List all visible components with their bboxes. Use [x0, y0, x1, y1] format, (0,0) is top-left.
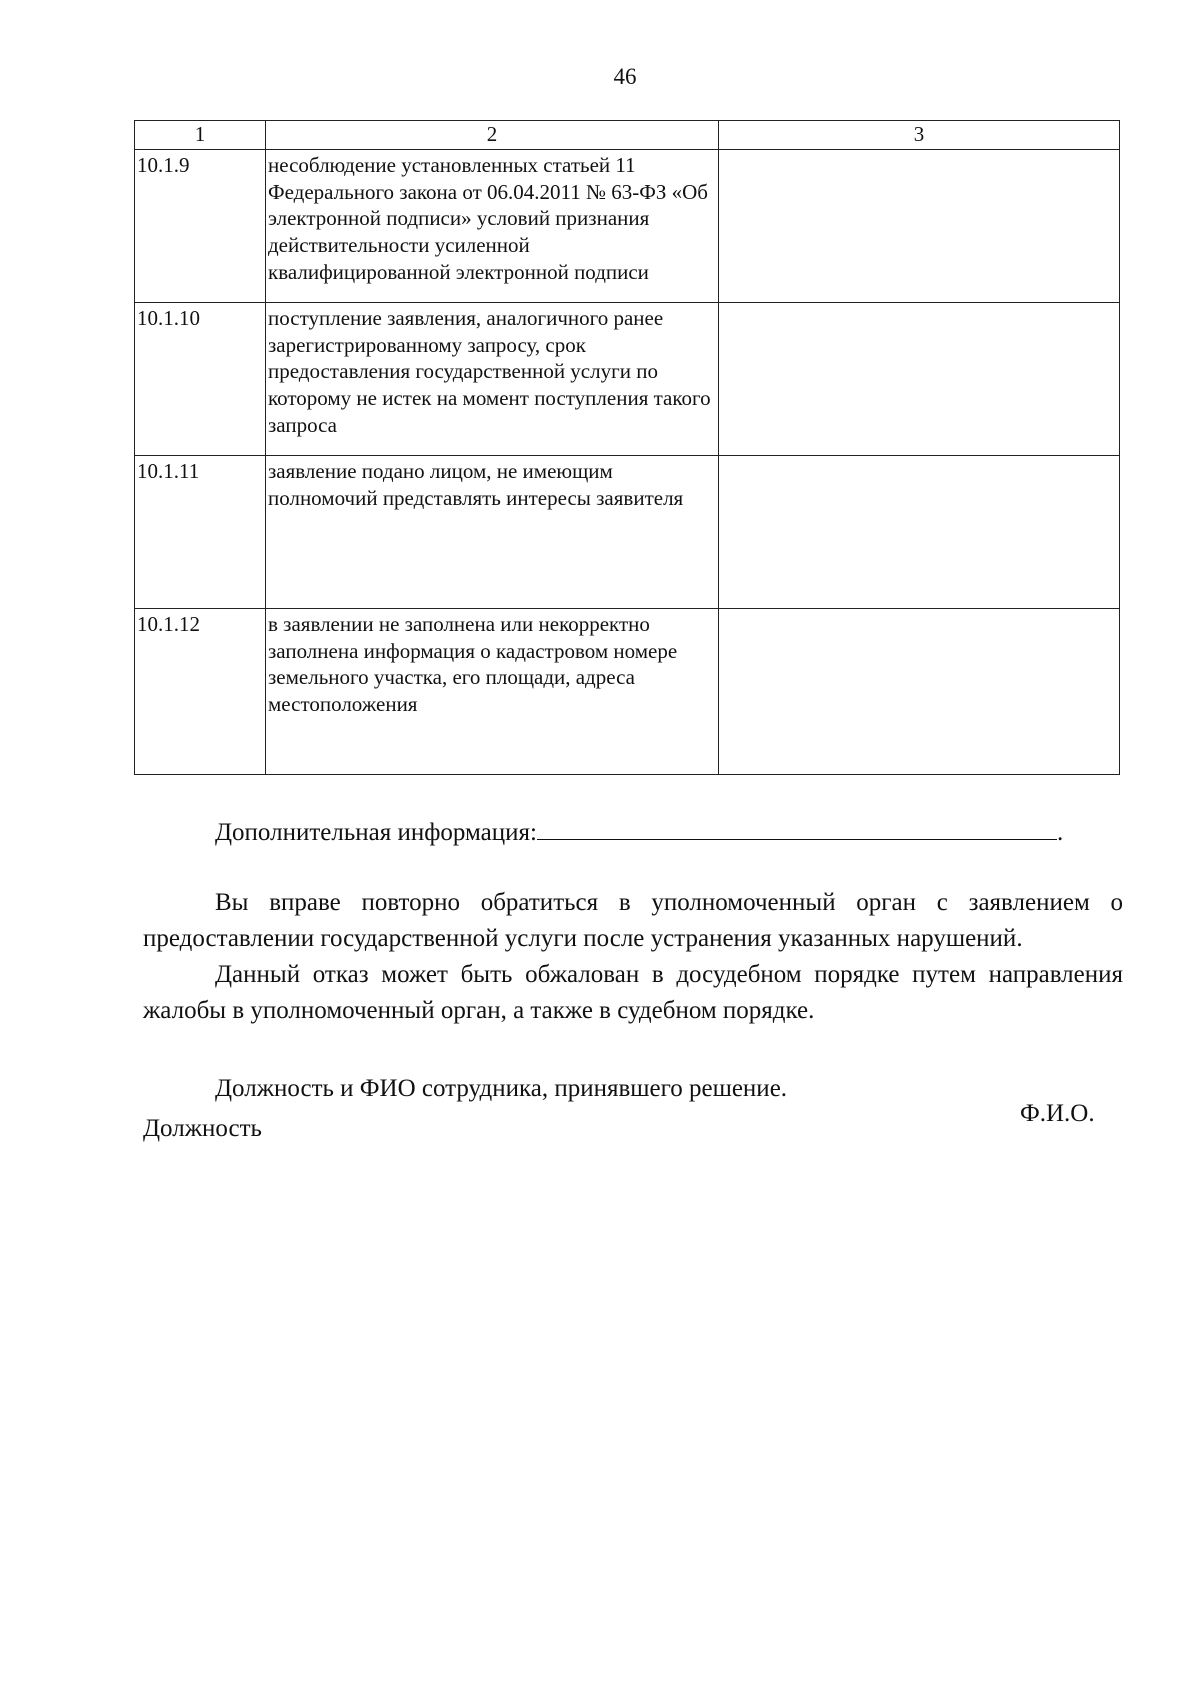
column-header-2: 2	[266, 121, 719, 150]
row-code: 10.1.12	[135, 609, 266, 775]
table-header-row	[135, 121, 1120, 150]
reasons-table-container	[134, 120, 1119, 775]
table-row	[135, 456, 1120, 609]
paragraph-appeal: Данный отказ может быть обжалован в досудебном порядке путем направления жалобы в уполномоченный орган, а также в судебном порядке.	[143, 961, 1123, 1024]
position-label: Должность	[143, 1115, 262, 1142]
row-reason: заявление подано лицом, не имеющим полномочий представлять интересы заявителя	[266, 456, 719, 609]
row-reason: в заявлении не заполнена или некорректно заполнена информация о кадастровом номере земельного участка, его площади, адреса местоположения	[266, 609, 719, 775]
row-code: 10.1.10	[135, 303, 266, 456]
row-reason: несоблюдение установленных статьей 11 Федерального закона от 06.04.2011 № 63-ФЗ «Об электронной подписи» условий признания действительности усиленной квалифицированной электронной подписи	[266, 150, 719, 303]
row-explanation	[719, 303, 1120, 456]
column-header-3: 3	[719, 121, 1120, 150]
row-explanation	[719, 456, 1120, 609]
body-paragraphs	[143, 885, 1123, 1029]
table-row	[135, 609, 1120, 775]
row-code: 10.1.11	[135, 456, 266, 609]
column-header-1: 1	[135, 121, 266, 150]
additional-info-line	[143, 815, 1195, 851]
page-number: 46	[613, 64, 637, 89]
reasons-table	[134, 120, 1120, 775]
row-code: 10.1.9	[135, 150, 266, 303]
table-row	[135, 150, 1120, 303]
table-row	[135, 303, 1120, 456]
fio-label: Ф.И.О.	[1020, 1100, 1095, 1127]
row-explanation	[719, 609, 1120, 775]
paragraph-reapply: Вы вправе повторно обратиться в уполномоченный орган с заявлением о предоставлении государственной услуги после устранения указанных нарушений.	[143, 889, 1123, 952]
row-reason: поступление заявления, аналогичного ранее зарегистрированному запросу, срок предоставления государственной услуги по которому не истек на момент поступления такого запроса	[266, 303, 719, 456]
row-explanation	[719, 150, 1120, 303]
signature-caption: Должность и ФИО сотрудника, принявшего решение.	[215, 1075, 788, 1102]
additional-info-label: Дополнительная информация:	[215, 819, 537, 846]
additional-info-end: .	[1057, 819, 1064, 846]
additional-info-blank	[537, 815, 1057, 840]
